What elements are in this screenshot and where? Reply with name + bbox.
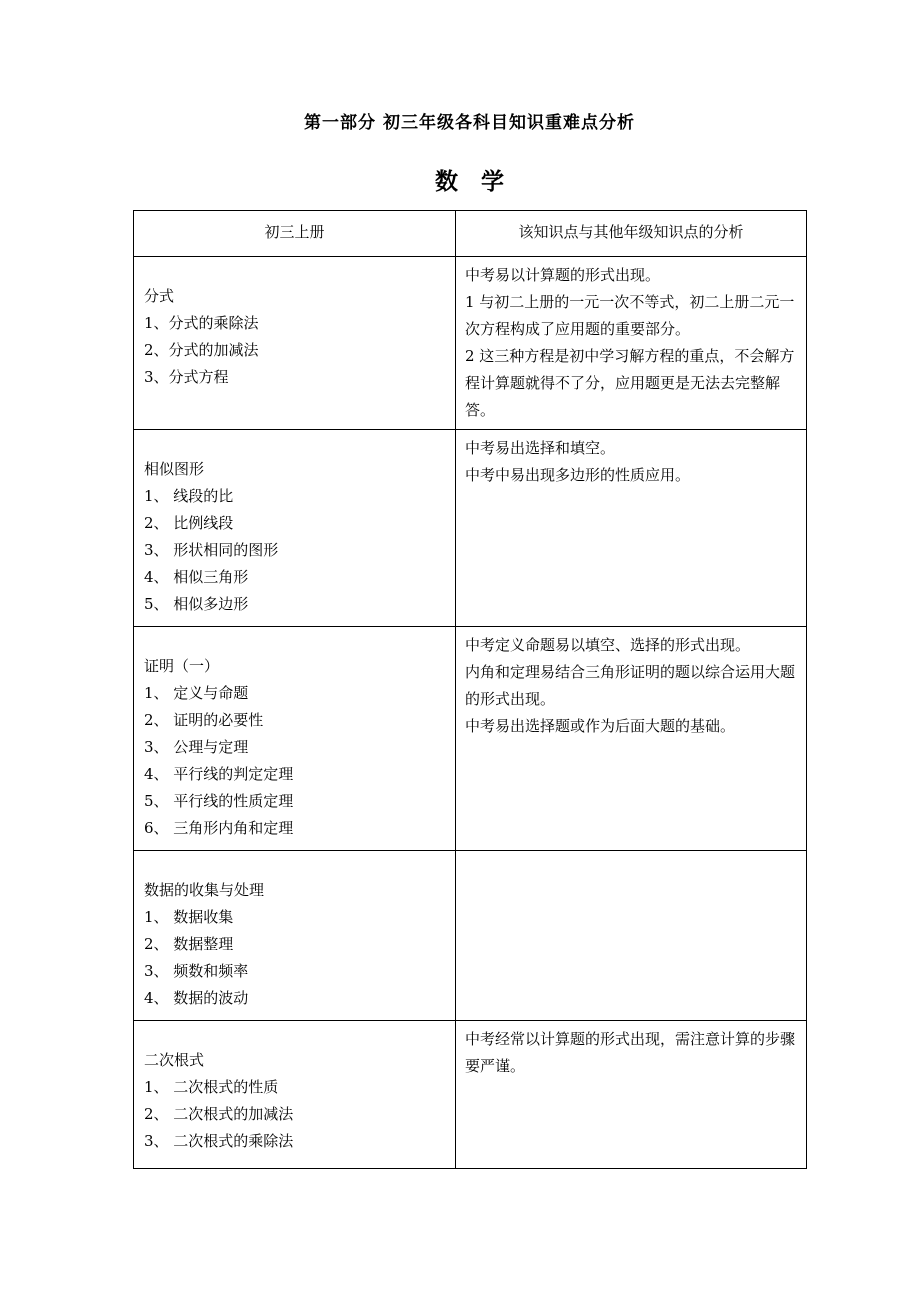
- topic-item: 6、 三角形内角和定理: [144, 819, 294, 837]
- analysis-cell: [456, 430, 807, 627]
- topic-cell: [134, 851, 456, 1021]
- topic-item: 1、 定义与命题: [144, 684, 249, 702]
- topic-item: 3、 频数和频率: [144, 962, 249, 980]
- table-header-left: 初三上册: [134, 211, 456, 257]
- topic-item: 3、 公理与定理: [144, 738, 249, 756]
- topic-item: 2、 证明的必要性: [144, 711, 264, 729]
- analysis-cell: [456, 851, 807, 1021]
- topic-item: 3、分式方程: [144, 368, 229, 386]
- topic-cell: [134, 627, 456, 851]
- analysis-text: 内角和定理易结合三角形证明的题以综合运用大题的形式出现。: [465, 663, 796, 708]
- topic-title: 二次根式: [144, 1051, 205, 1069]
- document-content: [133, 0, 806, 1169]
- topic-title: 相似图形: [144, 460, 205, 478]
- topic-title: 证明（一）: [144, 657, 220, 675]
- topic-item: 5、 平行线的性质定理: [144, 792, 294, 810]
- table-header-row: [134, 211, 807, 257]
- analysis-text: 1 与初二上册的一元一次不等式，初二上册二元一次方程构成了应用题的重要部分。: [465, 293, 795, 338]
- analysis-cell: [456, 627, 807, 851]
- topic-cell: [134, 257, 456, 430]
- topic-item: 2、分式的加减法: [144, 341, 259, 359]
- topic-item: 1、 线段的比: [144, 487, 234, 505]
- subject-heading: 数 学: [435, 168, 504, 195]
- topic-item: 5、 相似多边形: [144, 595, 249, 613]
- topic-item: 3、 二次根式的乘除法: [144, 1132, 294, 1150]
- topic-item: 2、 比例线段: [144, 514, 234, 532]
- analysis-cell: [456, 1021, 807, 1169]
- topic-title: 数据的收集与处理: [144, 881, 265, 899]
- analysis-text: 中考易出选择题或作为后面大题的基础。: [465, 717, 736, 735]
- analysis-text: 2 这三种方程是初中学习解方程的重点，不会解方程计算题就得不了分，应用题更是无法去完整解答。: [465, 347, 795, 419]
- analysis-text: 中考易出选择和填空。: [465, 439, 616, 457]
- table-row: [134, 257, 807, 430]
- analysis-text: 中考易以计算题的形式出现。: [465, 266, 661, 284]
- topic-item: 4、 数据的波动: [144, 989, 249, 1007]
- topic-item: 2、 二次根式的加减法: [144, 1105, 294, 1123]
- knowledge-table: [133, 210, 807, 1169]
- topic-item: 2、 数据整理: [144, 935, 234, 953]
- topic-item: 3、 形状相同的图形: [144, 541, 279, 559]
- table-row: [134, 1021, 807, 1169]
- table-row: [134, 627, 807, 851]
- table-row: [134, 851, 807, 1021]
- topic-cell: [134, 430, 456, 627]
- table-row: [134, 430, 807, 627]
- analysis-text: 中考中易出现多边形的性质应用。: [465, 466, 691, 484]
- topic-item: 1、 二次根式的性质: [144, 1078, 279, 1096]
- topic-item: 4、 平行线的判定定理: [144, 765, 294, 783]
- topic-item: 1、 数据收集: [144, 908, 234, 926]
- document-title: 第一部分 初三年级各科目知识重难点分析: [304, 113, 635, 133]
- analysis-cell: [456, 257, 807, 430]
- analysis-text: 中考经常以计算题的形式出现，需注意计算的步骤要严谨。: [465, 1030, 796, 1075]
- topic-item: 4、 相似三角形: [144, 568, 249, 586]
- topic-item: 1、分式的乘除法: [144, 314, 259, 332]
- table-header-right: 该知识点与其他年级知识点的分析: [456, 211, 807, 257]
- topic-title: 分式: [144, 287, 175, 305]
- topic-cell: [134, 1021, 456, 1169]
- analysis-text: 中考定义命题易以填空、选择的形式出现。: [465, 636, 751, 654]
